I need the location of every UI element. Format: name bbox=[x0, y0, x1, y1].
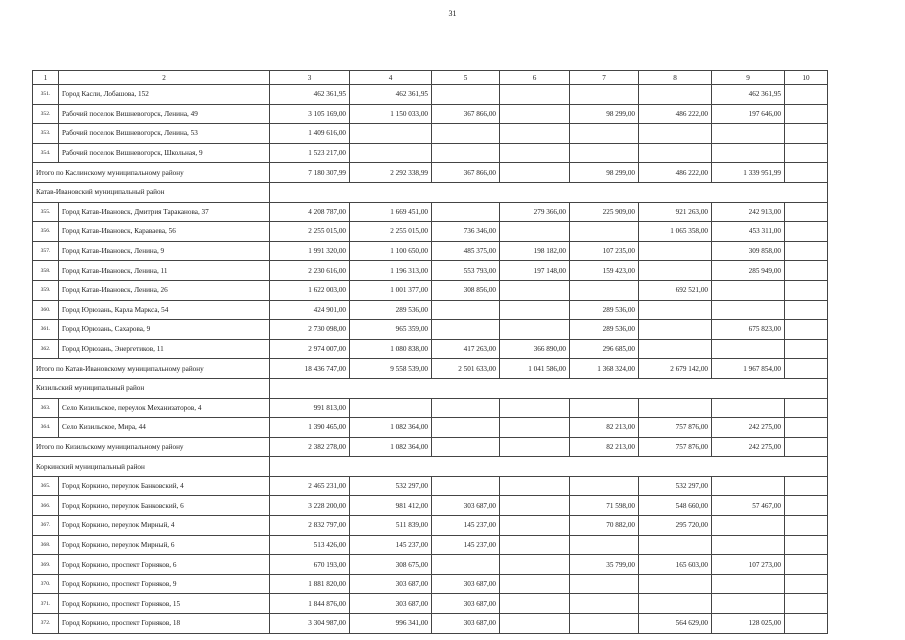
amount-cell bbox=[712, 535, 785, 555]
amount-cell bbox=[639, 574, 712, 594]
amount-cell: 424 901,00 bbox=[270, 300, 350, 320]
amount-cell bbox=[500, 574, 570, 594]
section-empty bbox=[270, 182, 828, 202]
amount-cell bbox=[500, 300, 570, 320]
total-cell: 1 368 324,00 bbox=[570, 359, 639, 379]
amount-cell: 1 065 358,00 bbox=[639, 222, 712, 242]
row-index: 364. bbox=[33, 418, 59, 438]
amount-cell: 303 687,00 bbox=[432, 614, 500, 634]
row-index: 372. bbox=[33, 614, 59, 634]
amount-cell bbox=[500, 594, 570, 614]
amount-cell: 1 881 820,00 bbox=[270, 574, 350, 594]
address-cell: Город Юрюзань, Энергетиков, 11 bbox=[59, 339, 270, 359]
amount-cell bbox=[785, 555, 828, 575]
amount-cell: 462 361,95 bbox=[712, 85, 785, 105]
amount-cell: 1 100 650,00 bbox=[350, 241, 432, 261]
amount-cell bbox=[785, 418, 828, 438]
amount-cell: 981 412,00 bbox=[350, 496, 432, 516]
address-cell: Город Коркино, переулок Банковский, 6 bbox=[59, 496, 270, 516]
amount-cell: 98 299,00 bbox=[570, 104, 639, 124]
amount-cell bbox=[432, 398, 500, 418]
amount-cell: 279 366,00 bbox=[500, 202, 570, 222]
amount-cell: 303 687,00 bbox=[432, 496, 500, 516]
page-number: 31 bbox=[448, 9, 457, 18]
amount-cell: 1 196 313,00 bbox=[350, 261, 432, 281]
amount-cell: 2 255 015,00 bbox=[270, 222, 350, 242]
amount-cell bbox=[500, 143, 570, 163]
total-cell: 18 436 747,00 bbox=[270, 359, 350, 379]
table-row bbox=[33, 496, 828, 516]
amount-cell bbox=[785, 320, 828, 340]
amount-cell: 1 390 465,00 bbox=[270, 418, 350, 438]
amount-cell: 309 858,00 bbox=[712, 241, 785, 261]
amount-cell bbox=[639, 339, 712, 359]
amount-cell: 366 890,00 bbox=[500, 339, 570, 359]
amount-cell bbox=[570, 574, 639, 594]
amount-cell bbox=[712, 574, 785, 594]
amount-cell bbox=[570, 85, 639, 105]
section-empty bbox=[270, 378, 828, 398]
amount-cell bbox=[785, 496, 828, 516]
table-row bbox=[33, 261, 828, 281]
header-cell: 6 bbox=[500, 71, 570, 85]
amount-cell: 1 080 838,00 bbox=[350, 339, 432, 359]
amount-cell: 289 536,00 bbox=[570, 300, 639, 320]
total-cell bbox=[500, 163, 570, 183]
row-index: 369. bbox=[33, 555, 59, 575]
amount-cell: 921 263,00 bbox=[639, 202, 712, 222]
amount-cell bbox=[639, 594, 712, 614]
amount-cell: 165 603,00 bbox=[639, 555, 712, 575]
amount-cell bbox=[500, 124, 570, 144]
amount-cell: 57 467,00 bbox=[712, 496, 785, 516]
row-index: 358. bbox=[33, 261, 59, 281]
amount-cell bbox=[432, 85, 500, 105]
amount-cell: 82 213,00 bbox=[570, 418, 639, 438]
row-index: 351. bbox=[33, 85, 59, 105]
table-row bbox=[33, 241, 828, 261]
amount-cell bbox=[639, 300, 712, 320]
amount-cell: 3 105 169,00 bbox=[270, 104, 350, 124]
amount-cell bbox=[432, 476, 500, 496]
section-label: Кизильский муниципальный район bbox=[33, 378, 270, 398]
amount-cell bbox=[500, 476, 570, 496]
amount-cell: 553 793,00 bbox=[432, 261, 500, 281]
amount-cell: 513 426,00 bbox=[270, 535, 350, 555]
total-cell: 1 967 854,00 bbox=[712, 359, 785, 379]
row-index: 352. bbox=[33, 104, 59, 124]
amount-cell bbox=[500, 222, 570, 242]
table-row bbox=[33, 320, 828, 340]
total-cell: 242 275,00 bbox=[712, 437, 785, 457]
table-row bbox=[33, 476, 828, 496]
header-cell: 3 bbox=[270, 71, 350, 85]
amount-cell bbox=[350, 398, 432, 418]
table-row bbox=[33, 300, 828, 320]
amount-cell bbox=[350, 143, 432, 163]
row-index: 355. bbox=[33, 202, 59, 222]
total-cell bbox=[432, 437, 500, 457]
total-cell: 2 292 338,99 bbox=[350, 163, 432, 183]
amount-cell bbox=[712, 300, 785, 320]
amount-cell bbox=[570, 535, 639, 555]
amount-cell: 242 275,00 bbox=[712, 418, 785, 438]
amount-cell bbox=[432, 143, 500, 163]
address-cell: Город Юрюзань, Сахарова, 9 bbox=[59, 320, 270, 340]
row-index: 366. bbox=[33, 496, 59, 516]
table-row bbox=[33, 85, 828, 105]
amount-cell: 1 523 217,00 bbox=[270, 143, 350, 163]
amount-cell bbox=[785, 261, 828, 281]
amount-cell: 296 685,00 bbox=[570, 339, 639, 359]
amount-cell: 3 228 200,00 bbox=[270, 496, 350, 516]
row-index: 359. bbox=[33, 280, 59, 300]
table-row bbox=[33, 124, 828, 144]
amount-cell bbox=[785, 85, 828, 105]
table-row bbox=[33, 202, 828, 222]
amount-cell bbox=[500, 516, 570, 536]
amount-cell: 2 230 616,00 bbox=[270, 261, 350, 281]
total-cell: 98 299,00 bbox=[570, 163, 639, 183]
amount-cell: 197 646,00 bbox=[712, 104, 785, 124]
amount-cell bbox=[350, 124, 432, 144]
table-row bbox=[33, 104, 828, 124]
table-row bbox=[33, 614, 828, 634]
amount-cell: 71 598,00 bbox=[570, 496, 639, 516]
row-index: 367. bbox=[33, 516, 59, 536]
amount-cell bbox=[570, 398, 639, 418]
amount-cell: 564 629,00 bbox=[639, 614, 712, 634]
table-row bbox=[33, 222, 828, 242]
amount-cell: 991 813,00 bbox=[270, 398, 350, 418]
amount-cell bbox=[432, 300, 500, 320]
amount-cell: 242 913,00 bbox=[712, 202, 785, 222]
section-label: Коркинский муниципальный район bbox=[33, 457, 270, 477]
amount-cell bbox=[639, 320, 712, 340]
address-cell: Рабочий поселок Вишневогорск, Ленина, 53 bbox=[59, 124, 270, 144]
table-row bbox=[33, 516, 828, 536]
amount-cell bbox=[500, 398, 570, 418]
amount-cell: 2 465 231,00 bbox=[270, 476, 350, 496]
amount-cell bbox=[639, 85, 712, 105]
amount-cell bbox=[639, 241, 712, 261]
address-cell: Город Катав-Ивановск, Ленина, 11 bbox=[59, 261, 270, 281]
table-row bbox=[33, 574, 828, 594]
amount-cell bbox=[785, 124, 828, 144]
table-row bbox=[33, 143, 828, 163]
amount-cell bbox=[500, 418, 570, 438]
amount-cell bbox=[500, 85, 570, 105]
address-cell: Рабочий поселок Вишневогорск, Ленина, 49 bbox=[59, 104, 270, 124]
address-cell: Город Коркино, переулок Банковский, 4 bbox=[59, 476, 270, 496]
amount-cell bbox=[639, 124, 712, 144]
section-label: Катав-Ивановский муниципальный район bbox=[33, 182, 270, 202]
amount-cell: 2 974 007,00 bbox=[270, 339, 350, 359]
address-cell: Рабочий поселок Вишневогорск, Школьная, 9 bbox=[59, 143, 270, 163]
table-row bbox=[33, 418, 828, 438]
amount-cell bbox=[785, 398, 828, 418]
amount-cell: 1 669 451,00 bbox=[350, 202, 432, 222]
total-cell bbox=[785, 437, 828, 457]
amount-cell bbox=[639, 535, 712, 555]
row-index: 365. bbox=[33, 476, 59, 496]
total-row bbox=[33, 163, 828, 183]
total-row bbox=[33, 359, 828, 379]
amount-cell bbox=[570, 476, 639, 496]
amount-cell: 1 844 876,00 bbox=[270, 594, 350, 614]
amount-cell bbox=[570, 280, 639, 300]
amount-cell: 1 001 377,00 bbox=[350, 280, 432, 300]
amount-cell: 303 687,00 bbox=[432, 594, 500, 614]
amount-cell: 2 730 098,00 bbox=[270, 320, 350, 340]
amount-cell bbox=[500, 280, 570, 300]
amount-cell: 453 311,00 bbox=[712, 222, 785, 242]
amount-cell bbox=[500, 555, 570, 575]
amount-cell bbox=[785, 202, 828, 222]
amount-cell: 145 237,00 bbox=[432, 535, 500, 555]
total-cell: 367 866,00 bbox=[432, 163, 500, 183]
total-label: Итого по Кизильскому муниципальному району bbox=[33, 437, 270, 457]
amount-cell: 198 182,00 bbox=[500, 241, 570, 261]
address-cell: Город Катав-Ивановск, Ленина, 9 bbox=[59, 241, 270, 261]
total-cell: 82 213,00 bbox=[570, 437, 639, 457]
total-row bbox=[33, 437, 828, 457]
amount-cell: 736 346,00 bbox=[432, 222, 500, 242]
amount-cell: 532 297,00 bbox=[350, 476, 432, 496]
amount-cell: 670 193,00 bbox=[270, 555, 350, 575]
header-cell: 1 bbox=[33, 71, 59, 85]
table-row bbox=[33, 398, 828, 418]
amount-cell bbox=[432, 124, 500, 144]
amount-cell: 107 273,00 bbox=[712, 555, 785, 575]
amount-cell: 145 237,00 bbox=[432, 516, 500, 536]
amount-cell: 70 882,00 bbox=[570, 516, 639, 536]
amount-cell: 295 720,00 bbox=[639, 516, 712, 536]
amount-cell: 548 660,00 bbox=[639, 496, 712, 516]
amount-cell bbox=[785, 535, 828, 555]
amount-cell: 1 082 364,00 bbox=[350, 418, 432, 438]
address-cell: Город Катав-Ивановск, Дмитрия Тараканова, 37 bbox=[59, 202, 270, 222]
amount-cell: 159 423,00 bbox=[570, 261, 639, 281]
table-row bbox=[33, 594, 828, 614]
amount-cell bbox=[785, 339, 828, 359]
amount-cell: 965 359,00 bbox=[350, 320, 432, 340]
amount-cell: 4 208 787,00 bbox=[270, 202, 350, 222]
row-index: 371. bbox=[33, 594, 59, 614]
total-cell bbox=[785, 163, 828, 183]
budget-table bbox=[32, 70, 828, 634]
total-label: Итого по Каслинскому муниципальному району bbox=[33, 163, 270, 183]
amount-cell bbox=[785, 594, 828, 614]
total-cell bbox=[785, 359, 828, 379]
amount-cell bbox=[500, 496, 570, 516]
address-cell: Город Коркино, проспект Горняков, 15 bbox=[59, 594, 270, 614]
amount-cell: 675 823,00 bbox=[712, 320, 785, 340]
amount-cell bbox=[432, 555, 500, 575]
amount-cell bbox=[639, 261, 712, 281]
amount-cell: 757 876,00 bbox=[639, 418, 712, 438]
row-index: 353. bbox=[33, 124, 59, 144]
amount-cell bbox=[570, 143, 639, 163]
section-empty bbox=[270, 457, 828, 477]
total-cell: 9 558 539,00 bbox=[350, 359, 432, 379]
row-index: 360. bbox=[33, 300, 59, 320]
amount-cell bbox=[785, 476, 828, 496]
amount-cell bbox=[570, 222, 639, 242]
amount-cell bbox=[432, 418, 500, 438]
amount-cell bbox=[500, 104, 570, 124]
total-label: Итого по Катав-Ивановскому муниципальному району bbox=[33, 359, 270, 379]
table-row bbox=[33, 280, 828, 300]
address-cell: Город Коркино, проспект Горняков, 9 bbox=[59, 574, 270, 594]
amount-cell: 308 675,00 bbox=[350, 555, 432, 575]
row-index: 363. bbox=[33, 398, 59, 418]
amount-cell bbox=[785, 516, 828, 536]
header-cell: 2 bbox=[59, 71, 270, 85]
amount-cell: 2 832 797,00 bbox=[270, 516, 350, 536]
amount-cell: 1 150 033,00 bbox=[350, 104, 432, 124]
amount-cell: 1 409 616,00 bbox=[270, 124, 350, 144]
address-cell: Город Касли, Лобашова, 152 bbox=[59, 85, 270, 105]
amount-cell: 486 222,00 bbox=[639, 104, 712, 124]
amount-cell: 303 687,00 bbox=[432, 574, 500, 594]
row-index: 356. bbox=[33, 222, 59, 242]
section-row bbox=[33, 378, 828, 398]
amount-cell: 145 237,00 bbox=[350, 535, 432, 555]
amount-cell: 1 991 320,00 bbox=[270, 241, 350, 261]
header-cell: 5 bbox=[432, 71, 500, 85]
amount-cell bbox=[712, 339, 785, 359]
address-cell: Город Коркино, переулок Мирный, 4 bbox=[59, 516, 270, 536]
amount-cell bbox=[785, 241, 828, 261]
amount-cell bbox=[712, 476, 785, 496]
address-cell: Село Кизильское, Мира, 44 bbox=[59, 418, 270, 438]
amount-cell bbox=[785, 574, 828, 594]
section-row bbox=[33, 457, 828, 477]
amount-cell: 511 839,00 bbox=[350, 516, 432, 536]
header-cell: 10 bbox=[785, 71, 828, 85]
header-cell: 7 bbox=[570, 71, 639, 85]
amount-cell: 2 255 015,00 bbox=[350, 222, 432, 242]
row-index: 368. bbox=[33, 535, 59, 555]
amount-cell bbox=[570, 614, 639, 634]
header-cell: 8 bbox=[639, 71, 712, 85]
amount-cell: 1 622 003,00 bbox=[270, 280, 350, 300]
address-cell: Город Юрюзань, Карла Маркса, 54 bbox=[59, 300, 270, 320]
amount-cell bbox=[712, 516, 785, 536]
header-row bbox=[33, 71, 828, 85]
amount-cell: 303 687,00 bbox=[350, 594, 432, 614]
amount-cell: 462 361,95 bbox=[270, 85, 350, 105]
amount-cell bbox=[712, 594, 785, 614]
amount-cell bbox=[712, 280, 785, 300]
amount-cell: 303 687,00 bbox=[350, 574, 432, 594]
amount-cell bbox=[712, 143, 785, 163]
row-index: 354. bbox=[33, 143, 59, 163]
address-cell: Город Коркино, проспект Горняков, 6 bbox=[59, 555, 270, 575]
amount-cell: 289 536,00 bbox=[350, 300, 432, 320]
amount-cell: 367 866,00 bbox=[432, 104, 500, 124]
amount-cell bbox=[570, 594, 639, 614]
total-cell: 2 501 633,00 bbox=[432, 359, 500, 379]
amount-cell bbox=[785, 222, 828, 242]
amount-cell: 485 375,00 bbox=[432, 241, 500, 261]
total-cell: 757 876,00 bbox=[639, 437, 712, 457]
total-cell: 2 679 142,00 bbox=[639, 359, 712, 379]
amount-cell bbox=[500, 535, 570, 555]
amount-cell bbox=[712, 398, 785, 418]
amount-cell: 35 799,00 bbox=[570, 555, 639, 575]
amount-cell bbox=[785, 104, 828, 124]
row-index: 361. bbox=[33, 320, 59, 340]
amount-cell bbox=[785, 280, 828, 300]
amount-cell bbox=[785, 300, 828, 320]
total-cell: 486 222,00 bbox=[639, 163, 712, 183]
amount-cell: 225 909,00 bbox=[570, 202, 639, 222]
address-cell: Город Коркино, проспект Горняков, 18 bbox=[59, 614, 270, 634]
amount-cell bbox=[500, 614, 570, 634]
amount-cell: 308 856,00 bbox=[432, 280, 500, 300]
amount-cell: 3 304 987,00 bbox=[270, 614, 350, 634]
amount-cell: 128 025,00 bbox=[712, 614, 785, 634]
amount-cell bbox=[639, 143, 712, 163]
address-cell: Город Катав-Ивановск, Караваева, 56 bbox=[59, 222, 270, 242]
total-cell: 2 382 278,00 bbox=[270, 437, 350, 457]
amount-cell bbox=[570, 124, 639, 144]
address-cell: Город Катав-Ивановск, Ленина, 26 bbox=[59, 280, 270, 300]
total-cell: 1 339 951,99 bbox=[712, 163, 785, 183]
amount-cell: 197 148,00 bbox=[500, 261, 570, 281]
amount-cell bbox=[432, 202, 500, 222]
amount-cell: 417 263,00 bbox=[432, 339, 500, 359]
total-cell bbox=[500, 437, 570, 457]
amount-cell: 285 949,00 bbox=[712, 261, 785, 281]
total-cell: 7 180 307,99 bbox=[270, 163, 350, 183]
amount-cell: 996 341,00 bbox=[350, 614, 432, 634]
address-cell: Город Коркино, переулок Мирный, 6 bbox=[59, 535, 270, 555]
total-cell: 1 082 364,00 bbox=[350, 437, 432, 457]
address-cell: Село Кизильское, переулок Механизаторов, 4 bbox=[59, 398, 270, 418]
row-index: 370. bbox=[33, 574, 59, 594]
amount-cell bbox=[785, 143, 828, 163]
amount-cell bbox=[785, 614, 828, 634]
amount-cell: 462 361,95 bbox=[350, 85, 432, 105]
amount-cell bbox=[500, 320, 570, 340]
section-row bbox=[33, 182, 828, 202]
total-cell: 1 041 586,00 bbox=[500, 359, 570, 379]
amount-cell bbox=[712, 124, 785, 144]
amount-cell bbox=[432, 320, 500, 340]
header-cell: 9 bbox=[712, 71, 785, 85]
header-cell: 4 bbox=[350, 71, 432, 85]
amount-cell: 532 297,00 bbox=[639, 476, 712, 496]
row-index: 357. bbox=[33, 241, 59, 261]
table-row bbox=[33, 535, 828, 555]
row-index: 362. bbox=[33, 339, 59, 359]
table-row bbox=[33, 555, 828, 575]
amount-cell bbox=[639, 398, 712, 418]
amount-cell: 289 536,00 bbox=[570, 320, 639, 340]
amount-cell: 692 521,00 bbox=[639, 280, 712, 300]
amount-cell: 107 235,00 bbox=[570, 241, 639, 261]
table-row bbox=[33, 339, 828, 359]
